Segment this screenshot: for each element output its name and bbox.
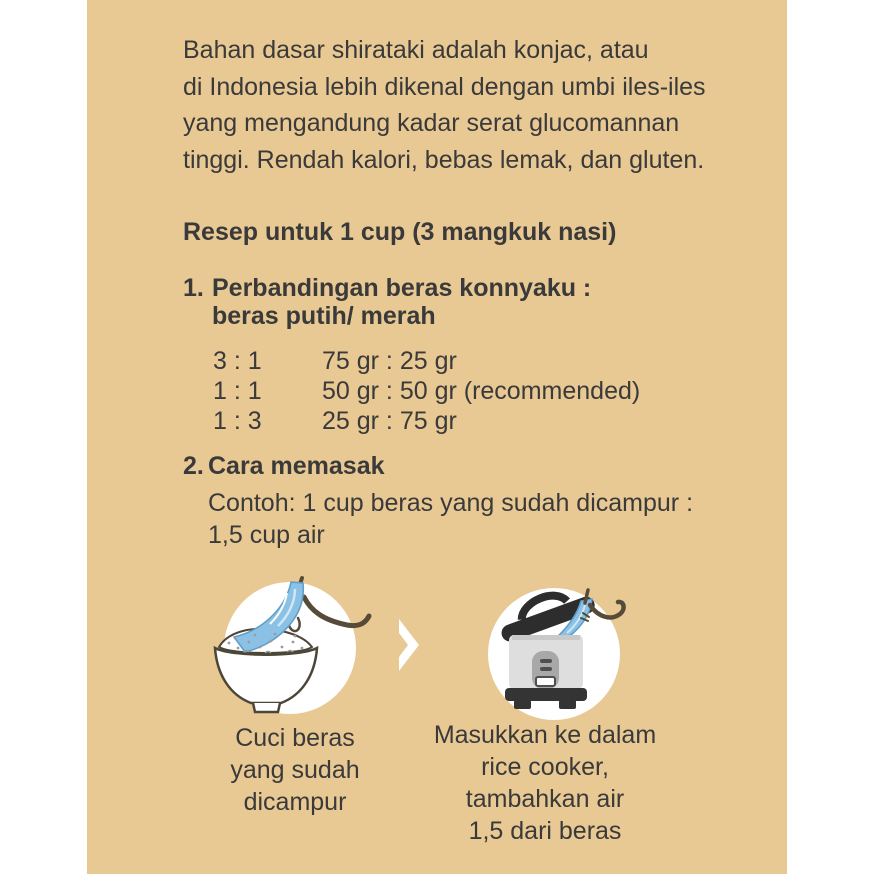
ratio-value: 3 : 1 <box>213 347 262 375</box>
section1-title-text <box>212 274 591 330</box>
ratio-amounts: 25 gr : 75 gr <box>322 407 457 435</box>
section2-number: 2. <box>183 452 204 480</box>
caption-line: tambahkan air <box>465 785 625 813</box>
section1-title-line1: Perbandingan beras konnyaku : <box>212 274 592 302</box>
section1-title-line2: beras putih/ merah <box>212 302 436 330</box>
ratio-row <box>213 406 640 436</box>
intro-line: yang mengandung kadar serat glucomannan <box>183 109 680 137</box>
ratio-table <box>213 346 640 436</box>
caption-line: Masukkan ke dalam <box>433 721 657 749</box>
section2-title-text: Cara memasak <box>208 452 385 480</box>
caption-line: rice cooker, <box>481 753 609 781</box>
rinse-rice-bowl-icon <box>205 575 375 725</box>
tan-panel <box>87 0 787 874</box>
caption-line: yang sudah <box>230 756 360 784</box>
ratio-value: 1 : 3 <box>213 407 262 435</box>
step2-caption <box>425 719 665 847</box>
example-line: Contoh: 1 cup beras yang sudah dicampur : <box>208 489 694 517</box>
intro-paragraph <box>183 32 763 178</box>
cooker-body <box>509 635 583 689</box>
section1-number: 1. <box>183 274 204 302</box>
intro-line: tinggi. Rendah kalori, bebas lemak, dan gluten. <box>183 145 705 174</box>
intro-line: Bahan dasar shirataki adalah konjac, atau <box>183 36 649 64</box>
ratio-value: 1 : 1 <box>213 377 262 405</box>
chevron-right-icon <box>398 618 420 672</box>
intro-line: di Indonesia lebih dikenal dengan umbi iles-iles <box>183 72 706 101</box>
ratio-row <box>213 346 640 376</box>
recipe-heading: Resep untuk 1 cup (3 mangkuk nasi) <box>183 218 617 246</box>
step1-caption <box>195 722 395 818</box>
ratio-row <box>213 376 640 406</box>
rice-cooker-icon <box>485 577 655 725</box>
example-line: 1,5 cup air <box>208 520 325 549</box>
section2-title <box>183 452 743 480</box>
cooking-example <box>208 488 768 551</box>
caption-line: dicampur <box>243 788 347 816</box>
section1-title <box>183 274 743 330</box>
caption-line: Cuci beras <box>235 724 355 752</box>
caption-line: 1,5 dari beras <box>468 817 622 845</box>
ratio-amounts: 50 gr : 50 gr (recommended) <box>322 377 641 405</box>
ratio-amounts: 75 gr : 25 gr <box>322 347 457 375</box>
